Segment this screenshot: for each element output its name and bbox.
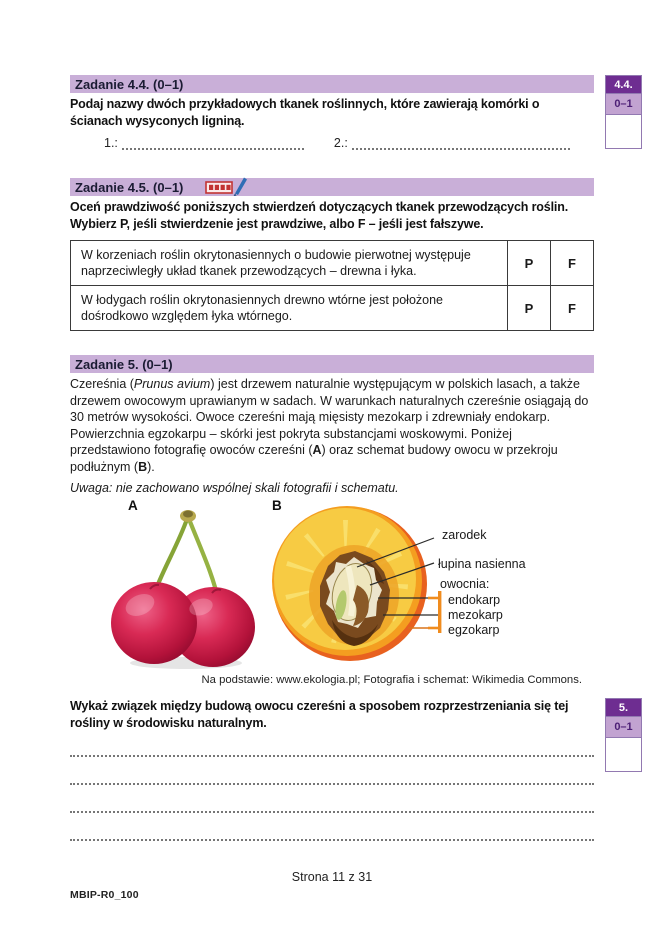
answer-line[interactable] <box>70 831 594 841</box>
label-owocnia: owocnia: <box>440 577 490 591</box>
scale-note: Uwaga: nie zachowano wspólnej skali fotografii i schematu. <box>70 481 399 495</box>
scheme-ref-b: B <box>138 459 148 474</box>
score-box-task-number: 4.4. <box>606 76 641 93</box>
task-5-title: Zadanie 5. (0–1) <box>75 356 173 372</box>
task-5-score-box <box>605 698 642 772</box>
intro-text: ). <box>147 459 155 474</box>
p-option-cell[interactable]: P <box>508 286 551 331</box>
answer-2-field[interactable] <box>352 136 570 150</box>
score-box-empty-cell[interactable] <box>606 737 641 771</box>
page-number: Strona 11 z 31 <box>291 870 373 884</box>
task-4-5-header-bar <box>70 178 594 196</box>
figure-letter-b: B <box>272 498 282 513</box>
table-row <box>71 286 594 331</box>
task-4-4-header-bar <box>70 75 594 93</box>
task-5-intro <box>70 376 594 476</box>
fruit-cross-section-diagram <box>262 500 452 678</box>
task-4-4-score-box <box>605 75 642 149</box>
photo-ref-a: A <box>312 443 322 458</box>
table-row <box>71 241 594 286</box>
answer-line[interactable] <box>70 747 594 757</box>
score-box-task-number: 5. <box>606 699 641 716</box>
task-4-4-title: Zadanie 4.4. (0–1) <box>75 76 184 92</box>
task-4-4-instruction: Podaj nazwy dwóch przykładowych tkanek roślinnych, które zawierają komórki o ścianach wysyconych ligniną. <box>70 97 540 128</box>
p-option-cell[interactable]: P <box>508 241 551 286</box>
task-5-header-bar <box>70 355 594 373</box>
label-zarodek: zarodek <box>442 528 487 542</box>
figure-letter-a: A <box>128 498 138 513</box>
label-egzokarp: egzokarp <box>448 623 500 637</box>
label-mezokarp: mezokarp <box>448 608 503 622</box>
statement-cell: W łodygach roślin okrytonasiennych drewno wtórne jest położone dośrodkowo względem łyka wtórnego. <box>71 286 508 331</box>
figure-source-caption: Na podstawie: www.ekologia.pl; Fotografia i schemat: Wikimedia Commons. <box>201 674 582 686</box>
answer-card-pen-icon <box>205 174 249 196</box>
task-4-4-answer-row <box>104 136 570 150</box>
true-false-table <box>70 240 594 331</box>
answer-2-label: 2.: <box>333 136 348 150</box>
task-4-5-title: Zadanie 4.5. (0–1) <box>75 179 184 195</box>
intro-text: ) oraz schemat budowy owocu w przekroju podłużnym ( <box>70 443 558 474</box>
score-box-empty-cell[interactable] <box>606 114 641 148</box>
exam-code: MBIP-R0_100 <box>70 889 139 901</box>
statement-cell: W korzeniach roślin okrytonasiennych o budowie pierwotnej występuje naprzeciwległy układ tkanek przewodzących – drewna i łyka. <box>71 241 508 286</box>
answer-line[interactable] <box>70 775 594 785</box>
task-4-5-instruction: Oceń prawdziwość poniższych stwierdzeń dotyczących tkanek przewodzących roślin. Wybierz P, jeśli stwierdzenie jest prawdziwe, albo F – jeśli jest fałszywe. <box>70 200 569 231</box>
intro-text: ) jest drzewem naturalnie występującym w polskich lasach, a także drzewem owocowym uprawianym w sadach. W warunkach naturalnych czereśnie osiągają do 30 metrów wysokości. Owoce czereśni mają mięsisty mezokarp i zdrewniały endokarp. Powierzchnia egzokarpu – skórki jest pokryta substancjami woskowymi. Poniżej przedstawiono fotografię owoców czereśni ( <box>70 377 589 458</box>
cherries-photo <box>108 505 260 673</box>
f-option-cell[interactable]: F <box>551 286 594 331</box>
answer-1-field[interactable] <box>122 136 304 150</box>
answer-line[interactable] <box>70 803 594 813</box>
fruit-figure <box>70 500 594 676</box>
f-option-cell[interactable]: F <box>551 241 594 286</box>
intro-text: Czereśnia ( <box>70 377 134 391</box>
answer-1-label: 1.: <box>104 136 118 150</box>
task-5-question: Wykaż związek między budową owocu czereśni a sposobem rozprzestrzeniania się tej rośliny w środowisku naturalnym. <box>70 699 569 730</box>
score-box-points: 0–1 <box>606 716 641 737</box>
score-box-points: 0–1 <box>606 93 641 114</box>
label-endokarp: endokarp <box>448 593 501 607</box>
latin-species-name: Prunus avium <box>133 377 211 391</box>
label-lupina-nasienna: łupina nasienna <box>438 557 526 571</box>
